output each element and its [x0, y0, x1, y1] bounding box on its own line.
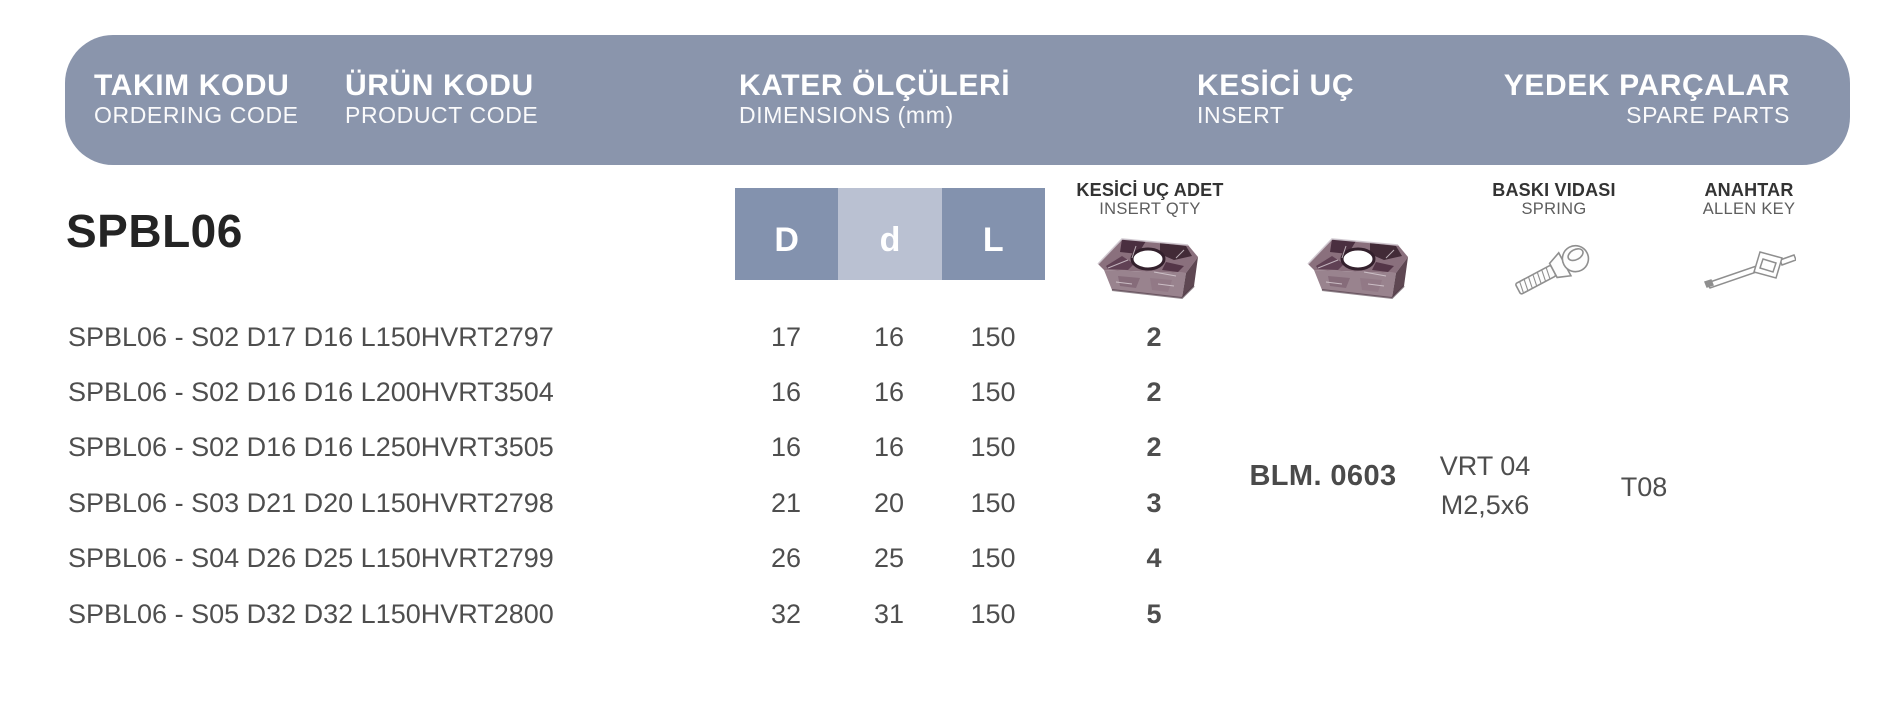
dim-d-value: 20: [873, 488, 905, 518]
insert-qty-value: 3: [1146, 488, 1162, 518]
header-title: TAKIM KODU: [94, 69, 290, 102]
header-title: ÜRÜN KODU: [345, 69, 534, 102]
allen-key-label: [1639, 180, 1859, 219]
header-subtitle: DIMENSIONS (mm): [739, 102, 954, 128]
dim-d-value: 25: [873, 543, 905, 573]
table-row: [0, 531, 1903, 586]
insert-qty-label-en: INSERT QTY: [1099, 200, 1201, 218]
dim-D-value: 32: [770, 599, 802, 629]
dim-L-value: 150: [970, 322, 1016, 352]
table-row: [0, 420, 1903, 475]
product-code: VRT3505: [440, 432, 554, 462]
product-code: VRT2797: [440, 322, 554, 352]
dim-L-value: 150: [970, 599, 1016, 629]
header-col-insert: [1197, 69, 1354, 129]
header-title: KESİCİ UÇ: [1197, 69, 1355, 102]
insert-qty-value: 5: [1146, 599, 1162, 629]
insert-qty-value: 4: [1146, 543, 1162, 573]
dim-D-value: 16: [770, 377, 802, 407]
ordering-code: SPBL06 - S03 D21 D20 L150H: [68, 488, 441, 518]
header-subtitle: ORDERING CODE: [94, 102, 299, 128]
allen-key-label-en: ALLEN KEY: [1702, 200, 1796, 218]
product-code: VRT2798: [440, 488, 554, 518]
insert-qty-image: [1088, 226, 1210, 304]
ordering-code: SPBL06 - S02 D17 D16 L150H: [68, 322, 441, 352]
product-family-title: SPBL06: [66, 205, 243, 257]
insert-qty-label-tr: KESİCİ UÇ ADET: [1076, 180, 1224, 200]
dim-d-value: 16: [873, 322, 905, 352]
insert-code: BLM. 0603: [1249, 460, 1397, 492]
header-col-ordering-code: [94, 69, 299, 129]
spring-screw-icon: [1510, 240, 1602, 298]
allen-key-label-tr: ANAHTAR: [1704, 180, 1794, 200]
header-title: YEDEK PARÇALAR: [1503, 69, 1790, 102]
dim-L-value: 150: [970, 432, 1016, 462]
dim-col-d: d: [838, 188, 941, 280]
spring-screw-label-en: SPRING: [1521, 200, 1587, 218]
table-row: [0, 587, 1903, 642]
dim-L-value: 150: [970, 377, 1016, 407]
dim-D-value: 21: [770, 488, 802, 518]
dim-D-value: 26: [770, 543, 802, 573]
insert-qty-value: 2: [1146, 377, 1162, 407]
product-code: VRT3504: [440, 377, 554, 407]
table-row: [0, 310, 1903, 365]
dim-col-L: L: [942, 188, 1045, 280]
header-subtitle: SPARE PARTS: [1626, 102, 1790, 128]
dim-d-value: 16: [873, 377, 905, 407]
header-subtitle: INSERT: [1197, 102, 1285, 128]
table-row: [0, 365, 1903, 420]
dim-L-value: 150: [970, 543, 1016, 573]
insert-qty-value: 2: [1146, 432, 1162, 462]
dim-d-value: 31: [873, 599, 905, 629]
allen-key-code: T08: [1620, 472, 1668, 502]
dim-L-value: 150: [970, 488, 1016, 518]
ordering-code: SPBL06 - S02 D16 D16 L200H: [68, 377, 441, 407]
dim-d-value: 16: [873, 432, 905, 462]
insert-qty-label: [1040, 180, 1260, 219]
header-band: [65, 35, 1850, 165]
spring-screw-label-tr: BASKI VIDASI: [1492, 180, 1616, 200]
product-code: VRT2799: [440, 543, 554, 573]
header-subtitle: PRODUCT CODE: [345, 102, 539, 128]
ordering-code: SPBL06 - S04 D26 D25 L150H: [68, 543, 441, 573]
ordering-code: SPBL06 - S05 D32 D32 L150H: [68, 599, 441, 629]
allen-key-icon: [1704, 246, 1796, 292]
insert-qty-value: 2: [1146, 322, 1162, 352]
spring-screw-code-line1: VRT 04: [1439, 451, 1531, 481]
spring-screw-label: [1444, 180, 1664, 219]
product-code: VRT2800: [440, 599, 554, 629]
header-col-spare-parts: [1504, 69, 1790, 129]
header-col-product-code: [345, 69, 538, 129]
dim-D-value: 16: [770, 432, 802, 462]
header-title: KATER ÖLÇÜLERİ: [739, 69, 1011, 102]
ordering-code: SPBL06 - S02 D16 D16 L250H: [68, 432, 441, 462]
dim-D-value: 17: [770, 322, 802, 352]
dim-col-D: D: [735, 188, 838, 280]
dimensions-subheader: [735, 188, 1045, 280]
insert-image: [1298, 226, 1420, 304]
spring-screw-code-line2: M2,5x6: [1440, 490, 1530, 520]
header-col-dimensions: [739, 69, 1010, 129]
